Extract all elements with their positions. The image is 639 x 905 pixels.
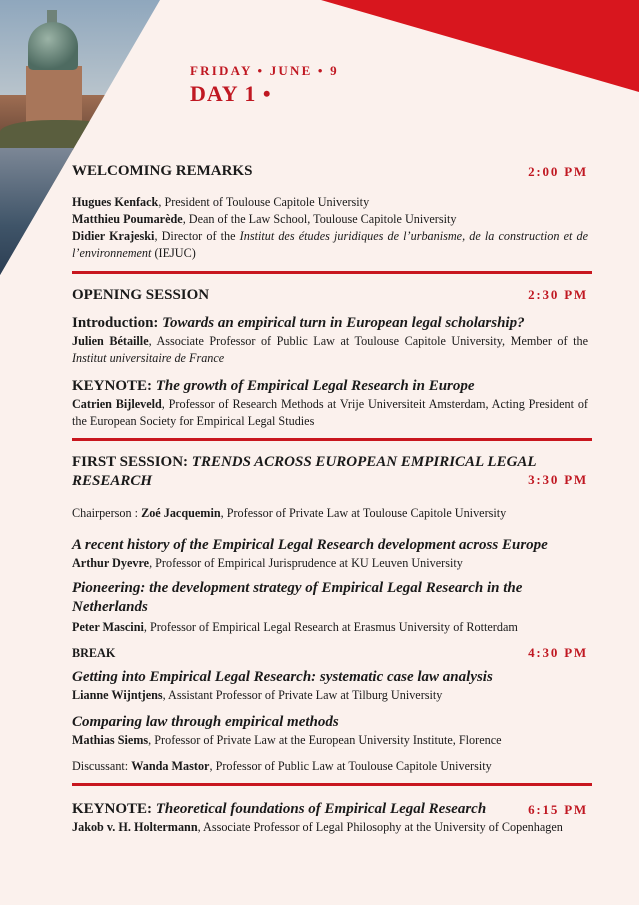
speaker-name: Mathias Siems (72, 733, 149, 747)
day-header (190, 63, 339, 107)
speaker-role: , Dean of the Law School, Toulouse Capitole University (182, 212, 457, 226)
speaker-role: (IEJUC) (151, 246, 196, 260)
speaker-name: Lianne Wijntjens (72, 688, 163, 702)
red-corner-triangle (321, 0, 639, 92)
speaker-name: Julien Bétaille (72, 334, 149, 348)
speaker-role: , Professor of Private Law at the European University Institute, Florence (148, 733, 502, 747)
section-title-italic: TRENDS ACROSS EUROPEAN EMPIRICAL LEGAL RESEARCH (72, 454, 537, 489)
speaker-name: Hugues Kenfack (72, 195, 159, 209)
talk-title: Towards an empirical turn in European legal scholarship? (162, 315, 525, 331)
speaker-role: , Professor of Empirical Jurisprudence at KU Leuven University (149, 556, 463, 570)
section-time: 6:15 PM (528, 802, 588, 817)
speaker-role: , Professor of Research Methods at Vrije Universiteit Amsterdam, Acting President of the European Society for Empirical Legal Studies (72, 397, 588, 428)
speaker-role: , Director of the (154, 229, 240, 243)
section-title: WELCOMING REMARKS (72, 163, 253, 179)
day-title: DAY 1 • (190, 81, 272, 106)
speaker-role: , Associate Professor of Legal Philosophy at the University of Copenhagen (197, 820, 563, 834)
speaker-role: , Professor of Private Law at Toulouse Capitole University (220, 506, 507, 520)
discussant-label: Discussant: (72, 759, 132, 773)
section-divider (72, 438, 592, 441)
section-time: 2:30 PM (528, 287, 588, 302)
section-title: OPENING SESSION (72, 287, 210, 303)
section-divider (72, 271, 592, 274)
opening-section (72, 287, 588, 304)
speaker-name: Wanda Mastor (131, 759, 210, 773)
chairperson (72, 505, 588, 522)
chair-label: Chairperson : (72, 506, 142, 520)
talk-2 (72, 579, 588, 636)
break (72, 645, 588, 662)
talk-title: Pioneering: the development strategy of Empirical Legal Research in the Netherlands (72, 580, 523, 615)
speaker-name: Arthur Dyevre (72, 556, 150, 570)
welcoming-speakers (72, 194, 588, 262)
talk-title: Getting into Empirical Legal Research: systematic case law analysis (72, 669, 493, 685)
talk-label: KEYNOTE: (72, 378, 153, 394)
talk-label: Introduction: (72, 315, 159, 331)
talk-1 (72, 536, 588, 572)
final-keynote (72, 800, 588, 836)
speaker-role-italic: Institut des études juridiques de l’urbanisme, de la construction et de l’environnement (72, 229, 588, 260)
speaker-role: , President of Toulouse Capitole University (158, 195, 370, 209)
speaker-name: Didier Krajeski (72, 229, 155, 243)
section-time: 2:00 PM (528, 164, 588, 179)
speaker-role: , Associate Professor of Public Law at Toulouse Capitole University, Member of the (148, 334, 588, 348)
talk-3 (72, 668, 588, 704)
speaker-role: , Professor of Empirical Legal Research at Erasmus University of Rotterdam (143, 620, 518, 634)
break-time: 4:30 PM (528, 645, 588, 660)
first-session (72, 453, 592, 491)
speaker-name: Matthieu Poumarède (72, 212, 183, 226)
welcoming-section (72, 163, 588, 180)
section-time: 3:30 PM (528, 472, 588, 487)
opening-keynote (72, 377, 588, 430)
discussant (72, 758, 588, 775)
speaker-role: , Professor of Public Law at Toulouse Capitole University (209, 759, 492, 773)
talk-4 (72, 713, 588, 749)
talk-title: Theoretical foundations of Empirical Legal Research (155, 801, 487, 817)
section-divider (72, 783, 592, 786)
break-label: BREAK (72, 646, 116, 660)
opening-intro (72, 314, 588, 367)
speaker-role-italic: Institut universitaire de France (72, 351, 225, 365)
talk-title: Comparing law through empirical methods (72, 714, 339, 730)
talk-title: The growth of Empirical Legal Research in Europe (155, 378, 475, 394)
date-line: FRIDAY • JUNE • 9 (190, 63, 339, 78)
speaker-name: Jakob v. H. Holtermann (72, 820, 198, 834)
talk-label: KEYNOTE: (72, 801, 153, 817)
talk-title: A recent history of the Empirical Legal Research development across Europe (72, 537, 548, 553)
section-title: FIRST SESSION: (72, 454, 189, 470)
speaker-name: Zoé Jacquemin (141, 506, 221, 520)
speaker-role: , Assistant Professor of Private Law at Tilburg University (162, 688, 443, 702)
speaker-name: Peter Mascini (72, 620, 144, 634)
speaker-name: Catrien Bijleveld (72, 397, 162, 411)
